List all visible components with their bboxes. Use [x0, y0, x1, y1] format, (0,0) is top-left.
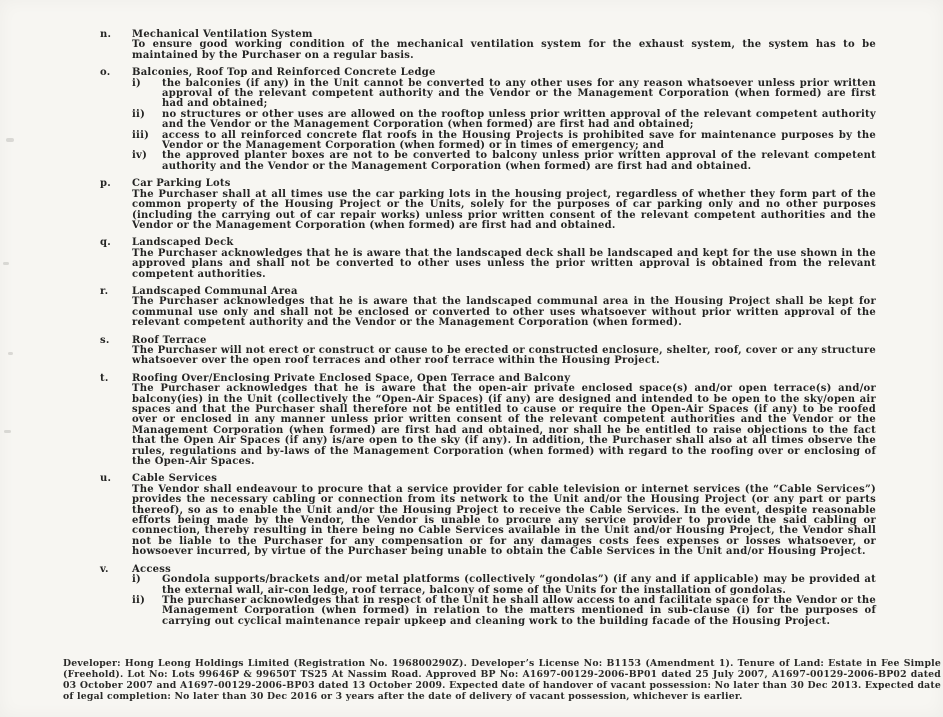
clause-body: The Purchaser acknowledges that he is aware that the open-air private enclosed space(s) and/or open terrace(s) and/or balcony(ies) in the Unit (collectively the “Open-Air Spaces) (if any) are designed and intended to be open to the sky/open air spaces and that the Purchaser shall therefore not be entitled to cause or require the Open-Air Spaces (if any) to be roofed over or enclosed in any manner unless prior written consent of the relevant competent authorities and the Vendor or the Management Corporation (when formed) are first had and obtained, nor shall he be entitled to raise objections to the fact that the Open Air Spaces (if any) is/are open to the sky (if any). In addition, the Purchaser shall also at all times observe the rules, regulations and by-laws of the Management Corporation (when formed) with regard to the roofing over or enclosing of the Open-Air Spaces. — [132, 383, 876, 468]
clause-q — [100, 238, 876, 280]
subitem-text: The purchaser acknowledges that in respect of the Unit he shall allow access to and facilitate space for the Vendor or the Management Corporation (when formed) in relation to the matters mentioned in sub-clause (i) for the purposes of carrying out cyclical maintenance repair upkeep and cleaning work to the building facade of the Housing Project. — [162, 594, 876, 627]
subitem-number: ii) — [132, 108, 146, 120]
clause-letter: r. — [100, 285, 109, 297]
clause-content — [132, 474, 876, 557]
clause-content — [132, 374, 876, 468]
clause-letter: p. — [100, 178, 111, 190]
clause-p — [100, 179, 876, 231]
clause-content — [132, 565, 876, 627]
subitem-text: access to all reinforced concrete flat roofs in the Housing Projects is prohibited save for maintenance purposes by the Vendor or the Management Corporation (when formed) or in times of emergency; and — [162, 129, 876, 152]
clause-subitem — [132, 110, 876, 131]
clause-s — [100, 336, 876, 367]
clause-body: To ensure good working condition of the mechanical ventilation system for the exhaust system, the system has to be maintained by the Purchaser on a regular basis. — [132, 39, 876, 61]
clause-content — [132, 68, 876, 172]
clause-title: Landscaped Communal Area — [132, 285, 298, 297]
clause-letter: t. — [100, 372, 109, 384]
clause-n — [100, 30, 876, 61]
clause-letter: v. — [100, 563, 109, 575]
clause-body: The Vendor shall endeavour to procure that a service provider for cable television or internet services (the “Cable Services”) provides the necessary cabling or connection from its network to the Unit and/or the Housing Project (or any part or parts thereof), so as to enable the Unit and/or the Housing Project to receive the Cable Services. In the event, despite reasonable efforts being made by the Vendor, the Vendor is unable to procure any service provider to provide the said cabling or connection, thereby resulting in there being no Cable Services available in the Unit and/or Housing Project, the Vendor shall not be liable to the Purchaser for any compensation or for any damages costs fees expenses or losses whatsoever, or howsoever incurred, by virtue of the Purchaser being unable to obtain the Cable Services in the Unit and/or Housing Project. — [132, 483, 876, 558]
clause-title: Cable Services — [132, 473, 218, 485]
clause-body: The Purchaser acknowledges that he is aware that the landscaped deck shall be landscaped and kept for the use shown in the approved plans and shall not be converted to other uses unless the prior written approval is obtained from the relevant competent authorities. — [132, 247, 876, 280]
clause-title: Mechanical Ventilation System — [132, 29, 313, 40]
clause-o — [100, 68, 876, 172]
clause-content — [132, 179, 876, 231]
clause-t — [100, 374, 876, 468]
clause-subitem — [132, 575, 876, 596]
clause-v — [100, 565, 876, 627]
clause-subitem — [132, 131, 876, 152]
clause-subitem — [132, 151, 876, 172]
clause-letter: s. — [100, 334, 110, 346]
clause-body: The Purchaser will not erect or construct or cause to be erected or constructed enclosure, shelter, roof, cover or any structure whatsoever over the open roof terraces and other roof terrace within the Housing Project. — [132, 344, 876, 367]
clause-content — [132, 30, 876, 61]
clause-title: Car Parking Lots — [132, 178, 231, 190]
clause-content — [132, 238, 876, 280]
clause-subitem — [132, 79, 876, 110]
clause-title: Access — [132, 563, 172, 575]
clause-title: Landscaped Deck — [132, 237, 234, 249]
clause-title: Roofing Over/Enclosing Private Enclosed Space, Open Terrace and Balcony — [132, 372, 571, 384]
subitem-number: ii) — [132, 594, 146, 606]
subitem-number: iv) — [132, 150, 148, 162]
clause-body: The Purchaser acknowledges that he is aware that the landscaped communal area in the Housing Project shall be kept for communal use only and shall not be enclosed or converted to other uses whatsoever without prior written approval of the relevant competent authority and the Vendor or the Management Corporation (when formed). — [132, 296, 876, 329]
subitem-number: i) — [132, 574, 142, 586]
clause-letter: n. — [100, 29, 112, 40]
scan-artifact — [6, 138, 14, 142]
subitem-text: Gondola supports/brackets and/or metal platforms (collectively “gondolas”) (if any and if applicable) may be provided at the external wall, air-con ledge, roof terrace, balcony of some of the Units for the installation of gondolas. — [162, 574, 876, 596]
subitem-number: i) — [132, 77, 142, 89]
subitem-text: the balconies (if any) in the Unit cannot be converted to any other uses for any reason whatsoever unless prior written approval of the relevant competent authority and the Vendor or the Management Corporation (when formed) are first had and obtained; — [162, 77, 876, 110]
clause-letter: q. — [100, 237, 111, 249]
developer-footer-text: Developer: Hong Leong Holdings Limited (Registration No. 196800290Z). Developer’s License No: B1153 (Amendment 1). Tenure of Land: Estate in Fee Simple (Freehold). Lot No: Lots 99646P & 99650T TS25 At Nassim Road. Approved BP No: A1697-00129-2006-BP01 dated 25 July 2007, A1697-00129-2006-BP02 dated 03 October 2007 and A1697-00129-2006-BP03 dated 13 October 2009. Expected date of handover of vacant possession: No later than 30 Dec 2013. Expected date of legal completion: No later than 30 Dec 2016 or 3 years after the date of delivery of vacant possession, whichever is earlier. — [63, 658, 941, 702]
clause-letter: u. — [100, 473, 112, 485]
clause-title: Balconies, Roof Top and Reinforced Concrete Ledge — [132, 67, 436, 79]
clause-letter: o. — [100, 67, 111, 79]
subitem-text: the approved planter boxes are not to be converted to balcony unless prior written approval of the relevant competent authority and the Vendor or the Management Corporation (when formed) are first had and obtained. — [162, 150, 876, 172]
clause-body: The Purchaser shall at all times use the car parking lots in the housing project, regardless of whether they form part of the common property of the Housing Project or the Units, solely for the purposes of car parking only and no other purposes (including the carrying out of car repair works) unless prior written consent of the relevant competent authorities and the Vendor or the Management Corporation (when formed) are first had and obtained. — [132, 188, 876, 231]
clause-r — [100, 287, 876, 329]
subitem-text: no structures or other uses are allowed on the rooftop unless prior written approval of the relevant competent authority and the Vendor or the Management Corporation (when formed) are first had and obtained; — [162, 108, 876, 131]
scan-artifact — [3, 262, 9, 265]
clause-title: Roof Terrace — [132, 334, 207, 346]
clause-subitem — [132, 596, 876, 627]
scan-artifact — [4, 430, 11, 433]
clause-content — [132, 336, 876, 367]
clause-content — [132, 287, 876, 329]
clause-u — [100, 474, 876, 557]
clauses-list — [100, 30, 876, 634]
scan-artifact — [8, 352, 13, 355]
subitem-number: iii) — [132, 129, 150, 141]
